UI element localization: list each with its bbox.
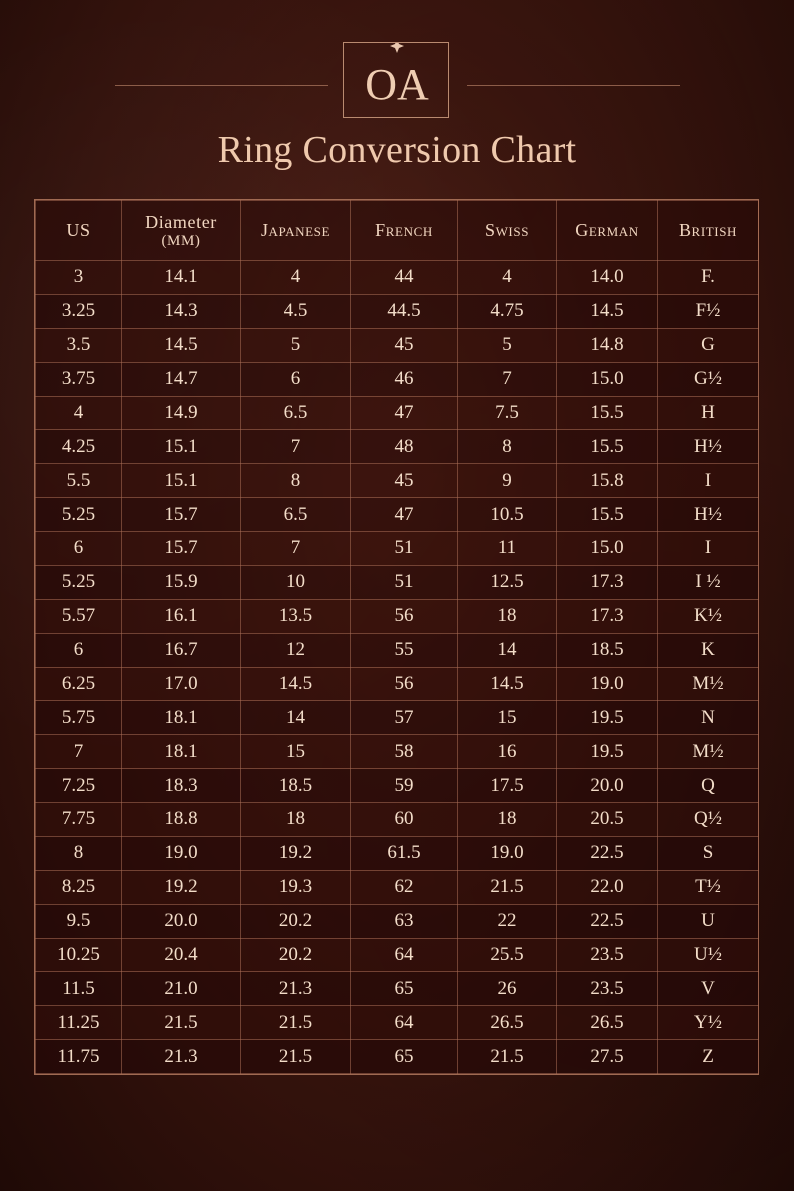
table-cell: 22.5: [557, 836, 658, 870]
table-cell: 14.1: [122, 261, 241, 295]
table-cell: 51: [351, 565, 458, 599]
table-cell: 4.5: [241, 294, 351, 328]
table-cell: 18.8: [122, 803, 241, 837]
table-cell: 58: [351, 735, 458, 769]
table-cell: 6.5: [241, 396, 351, 430]
table-cell: 44: [351, 261, 458, 295]
table-cell: 7: [241, 532, 351, 566]
table-cell: 15.7: [122, 498, 241, 532]
table-cell: 22.0: [557, 870, 658, 904]
table-cell: 64: [351, 1006, 458, 1040]
table-cell: 15.8: [557, 464, 658, 498]
table-cell: 10.25: [36, 938, 122, 972]
table-row: [36, 769, 759, 803]
table-cell: 57: [351, 701, 458, 735]
table-cell: 26: [458, 972, 557, 1006]
table-cell: 47: [351, 498, 458, 532]
table-cell: 21.5: [241, 1006, 351, 1040]
table-row: [36, 972, 759, 1006]
table-cell: 16.7: [122, 633, 241, 667]
table-cell: 4: [36, 396, 122, 430]
column-header-label: Diameter: [145, 211, 217, 232]
table-cell: I ½: [658, 565, 759, 599]
column-header-us: US: [36, 201, 122, 261]
column-header-diameter: [122, 201, 241, 261]
table-cell: 18.1: [122, 701, 241, 735]
table-cell: 3.75: [36, 362, 122, 396]
logo: [343, 42, 449, 118]
table-row: [36, 532, 759, 566]
table-row: [36, 1040, 759, 1074]
table-cell: 20.2: [241, 938, 351, 972]
table-cell: 14.5: [557, 294, 658, 328]
conversion-table-frame: [34, 199, 759, 1075]
table-cell: 11.75: [36, 1040, 122, 1074]
table-cell: 61.5: [351, 836, 458, 870]
header-rule-right: [467, 85, 680, 86]
table-cell: 18: [458, 599, 557, 633]
table-cell: 15.1: [122, 464, 241, 498]
table-cell: 14.8: [557, 328, 658, 362]
table-cell: U½: [658, 938, 759, 972]
table-cell: 9.5: [36, 904, 122, 938]
table-cell: 47: [351, 396, 458, 430]
table-cell: 5.25: [36, 498, 122, 532]
table-cell: 56: [351, 599, 458, 633]
table-cell: Q½: [658, 803, 759, 837]
table-cell: 44.5: [351, 294, 458, 328]
table-cell: 21.5: [458, 1040, 557, 1074]
table-cell: H½: [658, 498, 759, 532]
table-row: [36, 938, 759, 972]
table-cell: 17.3: [557, 565, 658, 599]
table-cell: 11.5: [36, 972, 122, 1006]
table-cell: H½: [658, 430, 759, 464]
logo-text: OA: [365, 60, 429, 109]
table-cell: V: [658, 972, 759, 1006]
table-cell: 14.5: [122, 328, 241, 362]
column-header-french: French: [351, 201, 458, 261]
table-cell: 10.5: [458, 498, 557, 532]
table-cell: 12.5: [458, 565, 557, 599]
table-cell: 21.0: [122, 972, 241, 1006]
table-cell: 6: [36, 532, 122, 566]
table-cell: 56: [351, 667, 458, 701]
table-cell: 60: [351, 803, 458, 837]
table-cell: 21.3: [241, 972, 351, 1006]
table-cell: 4.25: [36, 430, 122, 464]
table-cell: 65: [351, 972, 458, 1006]
table-cell: 14.5: [241, 667, 351, 701]
table-cell: 11: [458, 532, 557, 566]
table-cell: 6: [36, 633, 122, 667]
table-cell: 5.5: [36, 464, 122, 498]
table-row: [36, 261, 759, 295]
table-cell: T½: [658, 870, 759, 904]
column-header-german: German: [557, 201, 658, 261]
table-row: [36, 1006, 759, 1040]
table-cell: 55: [351, 633, 458, 667]
table-cell: 19.0: [122, 836, 241, 870]
table-cell: 5: [458, 328, 557, 362]
table-cell: N: [658, 701, 759, 735]
table-cell: 14.3: [122, 294, 241, 328]
table-cell: 7: [36, 735, 122, 769]
table-cell: 7: [458, 362, 557, 396]
table-cell: 3: [36, 261, 122, 295]
table-cell: 15.9: [122, 565, 241, 599]
page-title: Ring Conversion Chart: [217, 129, 577, 171]
table-cell: 22: [458, 904, 557, 938]
table-cell: 20.5: [557, 803, 658, 837]
table-row: [36, 904, 759, 938]
table-cell: 51: [351, 532, 458, 566]
table-cell: 46: [351, 362, 458, 396]
table-cell: 8.25: [36, 870, 122, 904]
table-cell: 18: [241, 803, 351, 837]
table-cell: 23.5: [557, 938, 658, 972]
table-cell: 3.25: [36, 294, 122, 328]
conversion-table: [35, 200, 759, 1074]
table-cell: 16.1: [122, 599, 241, 633]
table-cell: 62: [351, 870, 458, 904]
table-cell: 8: [458, 430, 557, 464]
table-cell: U: [658, 904, 759, 938]
table-cell: 15.0: [557, 532, 658, 566]
table-cell: 14: [241, 701, 351, 735]
column-header-japanese: Japanese: [241, 201, 351, 261]
column-header-british: British: [658, 201, 759, 261]
table-cell: 18.3: [122, 769, 241, 803]
table-cell: 15.0: [557, 362, 658, 396]
table-cell: 10: [241, 565, 351, 599]
table-row: [36, 328, 759, 362]
table-cell: 14.7: [122, 362, 241, 396]
table-cell: M½: [658, 667, 759, 701]
table-cell: M½: [658, 735, 759, 769]
table-cell: 7.5: [458, 396, 557, 430]
table-row: [36, 836, 759, 870]
table-cell: 21.3: [122, 1040, 241, 1074]
table-cell: Z: [658, 1040, 759, 1074]
table-cell: 9: [458, 464, 557, 498]
table-cell: 63: [351, 904, 458, 938]
table-cell: 22.5: [557, 904, 658, 938]
table-cell: 7.75: [36, 803, 122, 837]
table-cell: 15.5: [557, 430, 658, 464]
header-rule-left: [115, 85, 328, 86]
table-cell: 19.2: [241, 836, 351, 870]
table-cell: 14: [458, 633, 557, 667]
table-cell: 45: [351, 328, 458, 362]
table-cell: G: [658, 328, 759, 362]
table-cell: 6.5: [241, 498, 351, 532]
table-cell: 8: [36, 836, 122, 870]
table-cell: 18.1: [122, 735, 241, 769]
table-cell: K: [658, 633, 759, 667]
header: [0, 0, 794, 190]
table-cell: I: [658, 464, 759, 498]
table-cell: 26.5: [557, 1006, 658, 1040]
table-header-row: [36, 201, 759, 261]
table-row: [36, 870, 759, 904]
table-cell: 4.75: [458, 294, 557, 328]
table-cell: 15.5: [557, 396, 658, 430]
table-cell: 4: [241, 261, 351, 295]
table-cell: 15: [241, 735, 351, 769]
column-header-swiss: Swiss: [458, 201, 557, 261]
table-cell: 26.5: [458, 1006, 557, 1040]
table-cell: 20.2: [241, 904, 351, 938]
table-cell: 5.57: [36, 599, 122, 633]
table-cell: 16: [458, 735, 557, 769]
table-cell: 7.25: [36, 769, 122, 803]
table-cell: 25.5: [458, 938, 557, 972]
table-cell: 48: [351, 430, 458, 464]
table-cell: 20.0: [557, 769, 658, 803]
table-cell: 15.1: [122, 430, 241, 464]
table-cell: 15.7: [122, 532, 241, 566]
table-cell: 19.5: [557, 735, 658, 769]
table-cell: 21.5: [458, 870, 557, 904]
table-cell: Y½: [658, 1006, 759, 1040]
table-cell: 59: [351, 769, 458, 803]
table-cell: Q: [658, 769, 759, 803]
table-row: [36, 599, 759, 633]
table-cell: 19.3: [241, 870, 351, 904]
table-cell: 3.5: [36, 328, 122, 362]
table-cell: 21.5: [241, 1040, 351, 1074]
table-cell: 19.2: [122, 870, 241, 904]
table-row: [36, 498, 759, 532]
table-cell: 5: [241, 328, 351, 362]
table-cell: 19.0: [557, 667, 658, 701]
table-cell: 6: [241, 362, 351, 396]
table-cell: 14.5: [458, 667, 557, 701]
table-cell: 14.0: [557, 261, 658, 295]
table-cell: 5.75: [36, 701, 122, 735]
table-cell: 7: [241, 430, 351, 464]
table-row: [36, 667, 759, 701]
table-cell: 19.0: [458, 836, 557, 870]
table-row: [36, 362, 759, 396]
table-cell: 64: [351, 938, 458, 972]
table-cell: 13.5: [241, 599, 351, 633]
table-row: [36, 294, 759, 328]
table-cell: K½: [658, 599, 759, 633]
table-row: [36, 565, 759, 599]
table-row: [36, 633, 759, 667]
table-cell: G½: [658, 362, 759, 396]
table-row: [36, 430, 759, 464]
table-row: [36, 396, 759, 430]
table-cell: I: [658, 532, 759, 566]
table-cell: 17.0: [122, 667, 241, 701]
table-cell: 4: [458, 261, 557, 295]
table-row: [36, 735, 759, 769]
table-cell: 27.5: [557, 1040, 658, 1074]
table-cell: 18.5: [557, 633, 658, 667]
table-cell: 5.25: [36, 565, 122, 599]
table-cell: 17.3: [557, 599, 658, 633]
table-cell: 19.5: [557, 701, 658, 735]
table-cell: 20.0: [122, 904, 241, 938]
table-row: [36, 803, 759, 837]
table-row: [36, 464, 759, 498]
table-cell: 21.5: [122, 1006, 241, 1040]
table-cell: 12: [241, 633, 351, 667]
table-cell: 18: [458, 803, 557, 837]
table-cell: 14.9: [122, 396, 241, 430]
table-cell: 20.4: [122, 938, 241, 972]
table-cell: 8: [241, 464, 351, 498]
table-cell: S: [658, 836, 759, 870]
table-cell: 6.25: [36, 667, 122, 701]
table-cell: 17.5: [458, 769, 557, 803]
table-cell: 65: [351, 1040, 458, 1074]
table-cell: 18.5: [241, 769, 351, 803]
table-cell: H: [658, 396, 759, 430]
table-body: [36, 261, 759, 1074]
table-cell: 15: [458, 701, 557, 735]
table-cell: 23.5: [557, 972, 658, 1006]
table-cell: F.: [658, 261, 759, 295]
table-cell: 11.25: [36, 1006, 122, 1040]
table-row: [36, 701, 759, 735]
column-header-sublabel: (MM): [161, 232, 201, 249]
table-cell: 45: [351, 464, 458, 498]
table-cell: 15.5: [557, 498, 658, 532]
table-cell: F½: [658, 294, 759, 328]
